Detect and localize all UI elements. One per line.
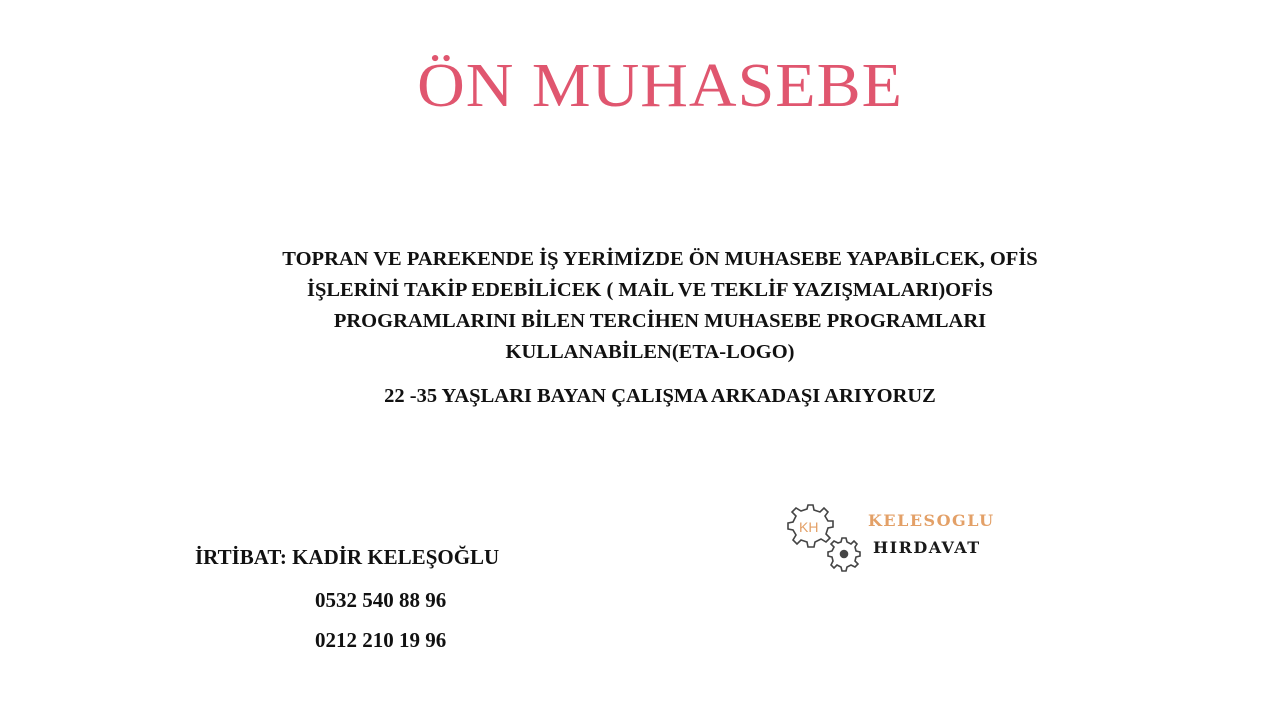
logo-name-line2: HIRDAVAT xyxy=(873,538,981,557)
description-line: İŞLERİNİ TAKİP EDEBİLİCEK ( MAİL VE TEKLİF YAZIŞMALARI)OFİS xyxy=(307,279,993,301)
contact-label: İRTİBAT: KADİR KELEŞOĞLU xyxy=(195,545,500,569)
contact-phone: 0212 210 19 96 xyxy=(315,628,447,652)
contact-phone: 0532 540 88 96 xyxy=(315,588,447,612)
page-title: ÖN MUHASEBE xyxy=(417,50,903,121)
logo-name-line1: KELESOGLU xyxy=(868,511,995,530)
description-line: TOPRAN VE PAREKENDE İŞ YERİMİZDE ÖN MUHASEBE YAPABİLCEK, OFİS xyxy=(282,248,1038,270)
description-line: KULLANABİLEN(ETA-LOGO) xyxy=(505,341,795,363)
gear-icon xyxy=(828,538,860,571)
requirement-text: 22 -35 YAŞLARI BAYAN ÇALIŞMA ARKADAŞI ARIYORUZ xyxy=(384,385,936,407)
job-description xyxy=(200,244,1120,368)
description-line: PROGRAMLARINI BİLEN TERCİHEN MUHASEBE PROGRAMLARI xyxy=(333,310,987,332)
logo-monogram: KH xyxy=(799,519,819,535)
